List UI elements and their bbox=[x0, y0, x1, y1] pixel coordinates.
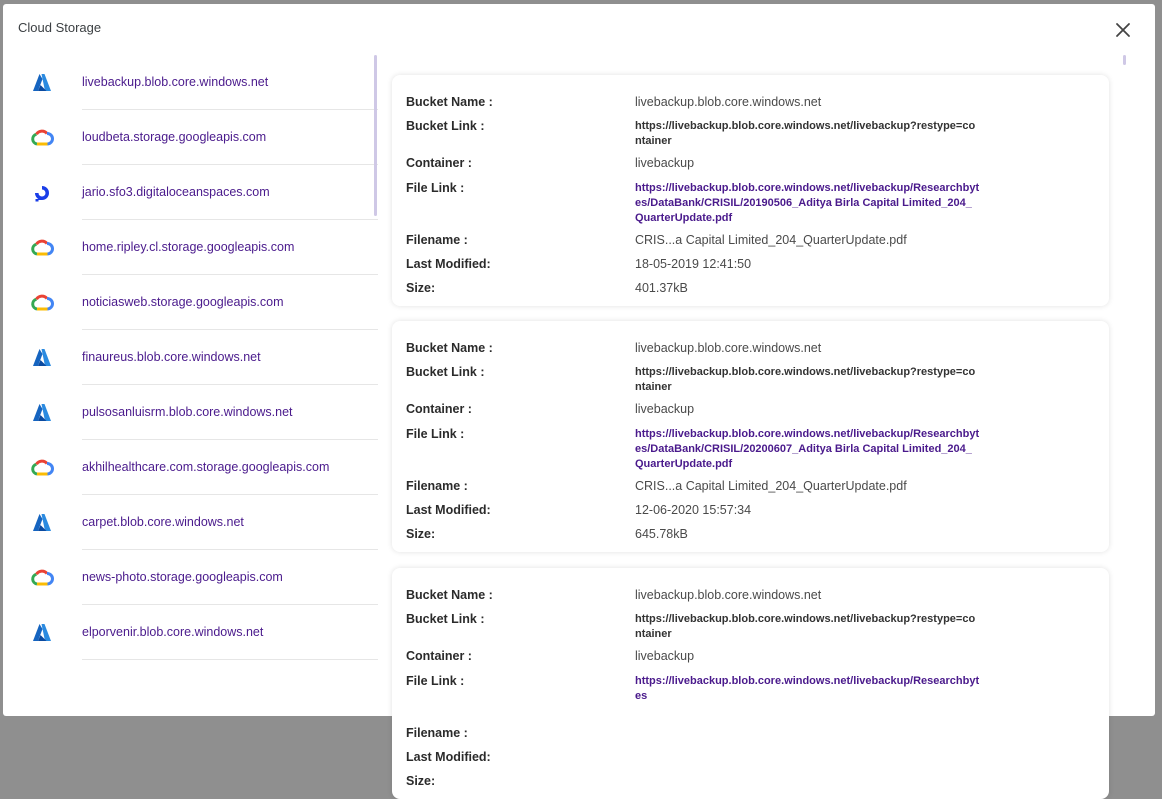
last-modified-label: Last Modified: bbox=[406, 503, 491, 517]
google-cloud-icon bbox=[31, 237, 53, 259]
google-cloud-icon bbox=[31, 457, 53, 479]
bucket-name-label: Bucket Name : bbox=[406, 341, 493, 355]
google-cloud-icon bbox=[31, 567, 53, 589]
close-button[interactable] bbox=[1111, 18, 1135, 42]
bucket-list bbox=[3, 55, 378, 674]
filename-value: CRIS...a Capital Limited_204_QuarterUpdate.pdf bbox=[635, 479, 907, 493]
last-modified-value: 18-05-2019 12:41:50 bbox=[635, 257, 752, 271]
bucket-list-item[interactable] bbox=[3, 385, 378, 440]
size-label: Size: bbox=[406, 281, 436, 295]
bucket-name-label: Bucket Name : bbox=[406, 95, 493, 109]
bucket-list-item[interactable] bbox=[3, 220, 378, 275]
bucket-list-item[interactable] bbox=[3, 165, 378, 220]
bucket-list-item[interactable] bbox=[3, 110, 378, 165]
bucket-list-item[interactable] bbox=[3, 605, 378, 660]
azure-icon bbox=[31, 402, 53, 424]
last-modified-label: Last Modified: bbox=[406, 750, 491, 764]
bucket-link[interactable]: https://livebackup.blob.core.windows.net/livebackup?restype=container bbox=[635, 613, 976, 640]
bucket-list-scrollbar[interactable] bbox=[374, 55, 377, 216]
google-cloud-icon bbox=[31, 292, 53, 314]
bucket-name: livebackup.blob.core.windows.net bbox=[635, 95, 822, 109]
last-modified-value: 12-06-2020 15:57:34 bbox=[635, 503, 752, 517]
bucket-list-item[interactable] bbox=[3, 550, 378, 605]
bucket-name: livebackup.blob.core.windows.net bbox=[635, 341, 822, 355]
file-link[interactable]: https://livebackup.blob.core.windows.net/livebackup/Researchbytes/DataBank/CRISIL/20190506_Aditya Birla Capital Limited_204_QuarterUpdate.pdf bbox=[635, 182, 980, 224]
bucket-name-link[interactable]: carpet.blob.core.windows.net bbox=[82, 515, 244, 529]
bucket-name-link[interactable]: news-photo.storage.googleapis.com bbox=[82, 570, 283, 584]
bucket-name-link[interactable]: noticiasweb.storage.googleapis.com bbox=[82, 295, 284, 309]
bucket-list-item[interactable] bbox=[3, 330, 378, 385]
file-card bbox=[392, 75, 1109, 306]
details-scrollbar[interactable] bbox=[1123, 55, 1126, 65]
bucket-name-link[interactable]: jario.sfo3.digitaloceanspaces.com bbox=[82, 185, 270, 199]
file-details-panel bbox=[388, 55, 1123, 788]
bucket-link-label: Bucket Link : bbox=[406, 119, 485, 133]
container-label: Container : bbox=[406, 649, 472, 663]
bucket-link-label: Bucket Link : bbox=[406, 365, 485, 379]
filename-value: CRIS...a Capital Limited_204_QuarterUpdate.pdf bbox=[635, 233, 907, 247]
filename-label: Filename : bbox=[406, 479, 468, 493]
azure-icon bbox=[31, 622, 53, 644]
close-icon bbox=[1116, 23, 1130, 37]
cloud-storage-dialog bbox=[3, 4, 1155, 788]
bucket-link[interactable]: https://livebackup.blob.core.windows.net/livebackup?restype=container bbox=[635, 366, 976, 393]
azure-icon bbox=[31, 347, 53, 369]
bucket-name-link[interactable]: home.ripley.cl.storage.googleapis.com bbox=[82, 240, 295, 254]
container-label: Container : bbox=[406, 402, 472, 416]
container-value: livebackup bbox=[635, 156, 695, 170]
bucket-name-link[interactable]: pulsosanluisrm.blob.core.windows.net bbox=[82, 405, 293, 419]
size-label: Size: bbox=[406, 774, 436, 788]
file-link-label: File Link : bbox=[406, 181, 465, 195]
container-value: livebackup bbox=[635, 402, 695, 416]
filename-label: Filename : bbox=[406, 233, 468, 247]
container-value: livebackup bbox=[635, 649, 695, 663]
bucket-name-link[interactable]: finaureus.blob.core.windows.net bbox=[82, 350, 261, 364]
bucket-list-item[interactable] bbox=[3, 275, 378, 330]
bucket-name-link[interactable]: livebackup.blob.core.windows.net bbox=[82, 75, 269, 89]
file-link-label: File Link : bbox=[406, 674, 465, 688]
bucket-name-label: Bucket Name : bbox=[406, 588, 493, 602]
azure-icon bbox=[31, 512, 53, 534]
size-value: 401.37kB bbox=[635, 281, 688, 295]
size-label: Size: bbox=[406, 527, 436, 541]
file-card bbox=[392, 321, 1109, 552]
last-modified-label: Last Modified: bbox=[406, 257, 491, 271]
bucket-name: livebackup.blob.core.windows.net bbox=[635, 588, 822, 602]
bucket-list-item[interactable] bbox=[3, 440, 378, 495]
bucket-list-item[interactable] bbox=[3, 495, 378, 550]
container-label: Container : bbox=[406, 156, 472, 170]
file-link-label: File Link : bbox=[406, 427, 465, 441]
google-cloud-icon bbox=[31, 127, 53, 149]
bucket-list-item[interactable] bbox=[3, 55, 378, 110]
bucket-name-link[interactable]: elporvenir.blob.core.windows.net bbox=[82, 625, 264, 639]
azure-icon bbox=[31, 72, 53, 94]
file-card bbox=[392, 568, 1109, 799]
bucket-link-label: Bucket Link : bbox=[406, 612, 485, 626]
digitalocean-icon bbox=[31, 182, 53, 204]
bucket-name-link[interactable]: loudbeta.storage.googleapis.com bbox=[82, 130, 267, 144]
file-link[interactable]: https://livebackup.blob.core.windows.net/livebackup/Researchbytes/DataBank/CRISIL/20200607_Aditya Birla Capital Limited_204_QuarterUpdate.pdf bbox=[635, 428, 980, 470]
file-link[interactable]: https://livebackup.blob.core.windows.net/livebackup/Researchbytes bbox=[635, 675, 980, 702]
filename-label: Filename : bbox=[406, 726, 468, 740]
divider bbox=[82, 659, 378, 660]
dialog-title: Cloud Storage bbox=[18, 20, 102, 35]
bucket-name-link[interactable]: akhilhealthcare.com.storage.googleapis.com bbox=[82, 460, 330, 474]
bucket-link[interactable]: https://livebackup.blob.core.windows.net/livebackup?restype=container bbox=[635, 120, 976, 147]
size-value: 645.78kB bbox=[635, 527, 688, 541]
